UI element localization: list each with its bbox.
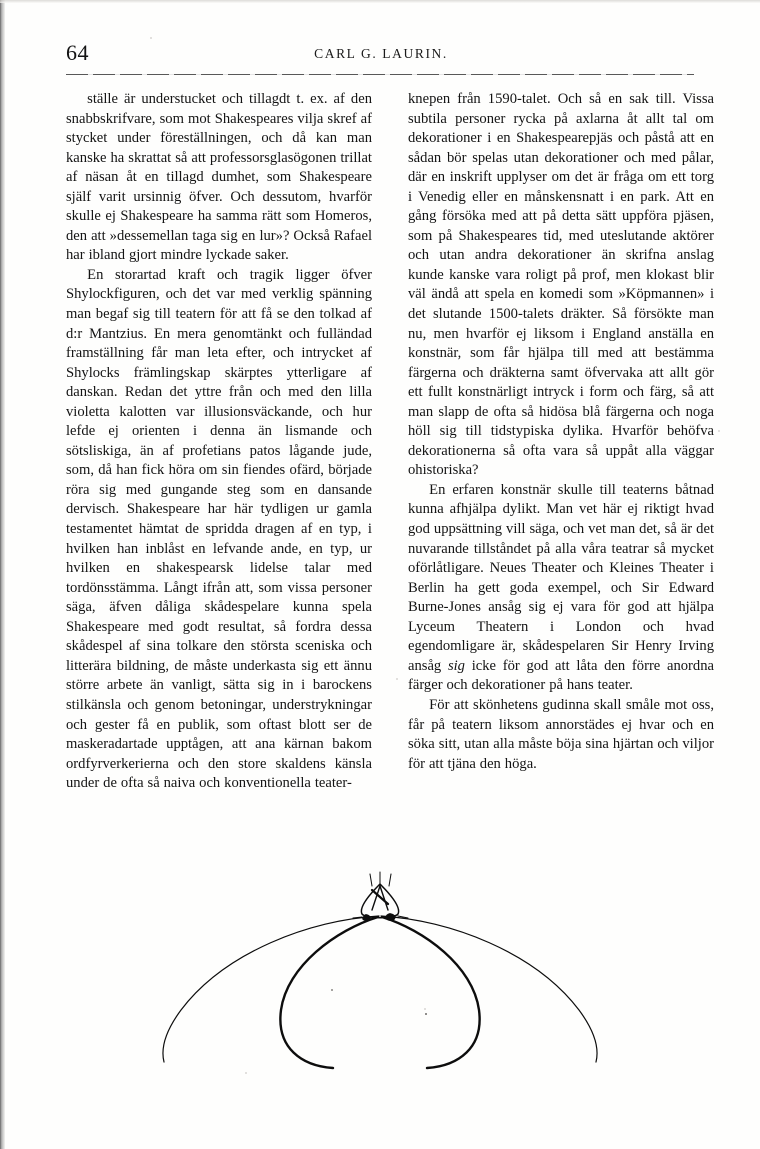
header-rule — [66, 74, 694, 75]
paragraph: För att skönhetens gudinna skall småle mot oss, får på teatern liksom annorstädes ej hvar och en söka sitt, utan alla måste böja sina hjärtan och viljor för att tjäna den höga. — [408, 696, 714, 772]
decorative-tailpiece — [150, 870, 610, 1070]
scan-speck — [150, 37, 152, 39]
emphasis-word: sig — [447, 657, 465, 674]
page-number: 64 — [66, 40, 89, 65]
page-header — [66, 40, 696, 74]
paragraph-text-tail: icke för god att låta den förre anordna färger och dekorationer på hans teater. — [408, 657, 714, 694]
scan-edge-shadow — [0, 0, 5, 1149]
paragraph: ställe är understucket och tillagdt t. ex. af den snabbskrifvare, som mot Shakespeares vilja skref af stycket under föreställningen, och då kan man kanske ha skrattat så att professorsglasögonen trillat af näsan åt en tillagd dumhet, som Shakespeare själf varit ursinnig öfver. Och dessutom, hvarför skulle ej Shakespeare ha samma rätt som Homeros, den att »dessemellan taga sig en lur»? Också Rafael har ibland gjort mindre lyckade saker. — [66, 91, 372, 264]
paragraph-text: En erfaren konstnär skulle till teaterns båtnad kunna afhjälpa dylikt. Man vet här ej riktigt hvad god uppsättning vill säga, och vet man det, så är det nuvarande tillståndet på alla våra teatrar så mycket oförlåtligare. Neues Theater och Kleines Theater i Berlin ha gett goda exempel, och Sir Edward Burne-Jones ansåg sig ej vara för god att hjälpa Lyceum Theatern i London och hvad egendomligare är, skådespelaren Sir Henry Irving ansåg — [408, 481, 714, 674]
column-left — [66, 90, 372, 794]
running-head-title: CARL G. LAURIN. — [314, 46, 448, 61]
column-right — [408, 90, 714, 794]
scan-speck — [718, 430, 720, 432]
paragraph — [408, 481, 714, 696]
text-body — [66, 90, 714, 794]
paragraph: En storartad kraft och tragik ligger öfver Shylockfiguren, och det var med verklig spänning man begaf sig till teatern för att få se den tolkad af d:r Mantzius. En mera genomtänkt och fulländad framställning får man leta efter, och intrycket af Shylocks främlingskap skärptes ytterligare af danskan. Redan det yttre från och med den lilla violetta kalotten var illusionsväckande, och hur lefde ej orienten i denna än lismande och sötsliskiga, än af profetians patos lågande jude, som, då han fick höra om sin fiendes ofärd, började röra sig med gungande steg som en dansande dervisch. Shakespeare har här tydligen ur gamla testamentet hämtat de spridda dragen af en typ, i hvilken han inblåst en lefvande ande, en typ, ur hvilken en shakespearsk lidelse talar med tordönsstämma. Långt ifrån att, som vissa personer säga, äfven dåliga skådespelare kunna spela Shakespeare med godt resultat, så fordra dessa skådespel af sina tolkare den största sceniska och litterära bildning, de måste underkasta sig ett ännu större arbete än vanligt, sätta sig in i barockens stilkänsla och genom betoningar, understrykningar och gester få en publik, som oftast blott ser de maskeradartade upptågen, att ana kärnan bakom ordfyrverkerierna och den store skaldens känsla under de ofta så naiva och konventionella teater- — [66, 266, 372, 792]
scan-speck — [245, 1072, 247, 1074]
paragraph: knepen från 1590-talet. Och så en sak till. Vissa subtila personer rycka på axlarna åt allt tal om dekorationer i en Shakespearepjäs och påstå att en sådan bör spelas utan dekorationer och med pålar, där en inskrift upplyser om det är fråga om ett torg i Venedig eller en månskensnatt i en park. Att en gång försöka med att på detta sätt uppföra pjäsen, som på Shakespeares tid, med uteslutande aktörer och utan andra dekorationer än skrifna anslag kunde kanske vara roligt på prof, men klokast blir väl ändå att spela en komedi som »Köpmannen» i det slutande 1500-talets dräkter. Så försökte man nu, men hvarför ej liksom i England anställa en konstnär, som får hjälpa till med att bestämma färgerna och dräkterna samt öfvervaka att allt gör ett fullt konstnärligt intryck i form och färg, så att man slapp de ofta så hidösa blå färgerna och noga höll sig till tidstypiska dylika. Hvarför behöfva dekorationerna så ofta vara så uppåt alla väggar ohistoriska? — [408, 91, 714, 479]
scan-edge-top — [0, 0, 760, 3]
